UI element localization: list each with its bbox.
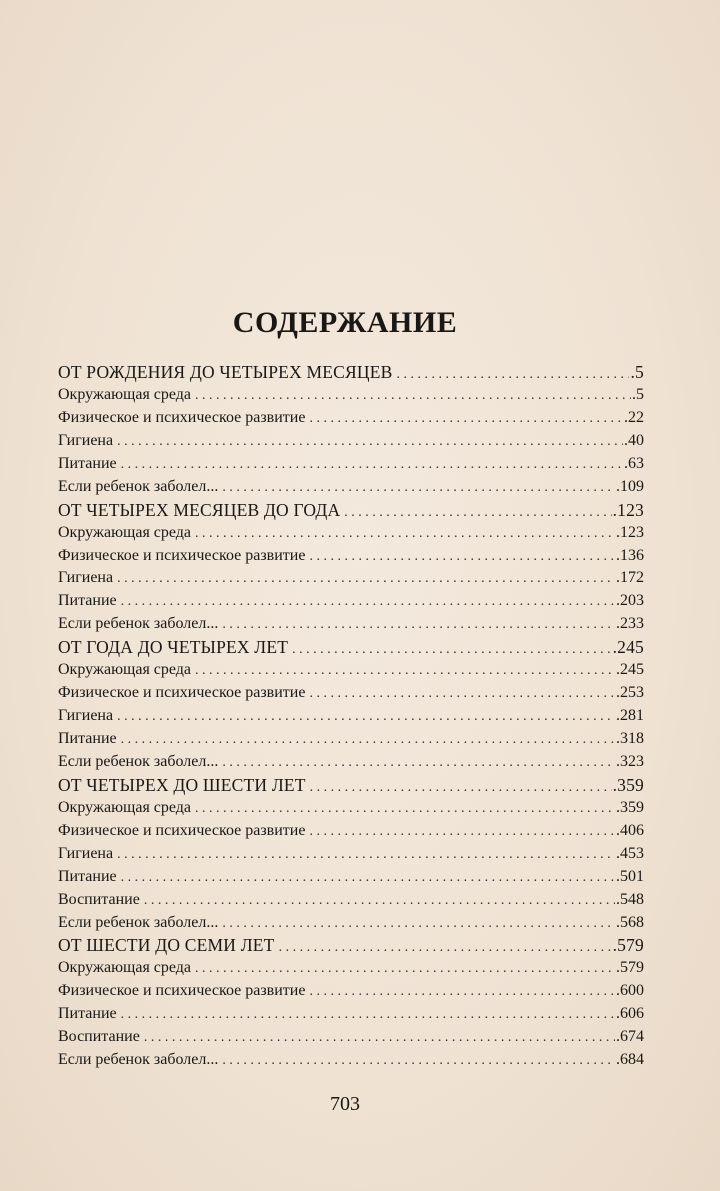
toc-entry-page: .203 <box>616 592 644 610</box>
toc-entry-label: Физическое и психическое развитие <box>58 982 306 1000</box>
toc-entry <box>58 797 644 820</box>
toc-entry-page: .406 <box>616 821 644 839</box>
dot-leader <box>117 706 615 729</box>
toc-entry-page: .281 <box>616 707 644 725</box>
toc-entry-page: .5 <box>630 362 644 382</box>
toc-entry <box>58 682 644 705</box>
toc-entry-page: .600 <box>616 982 644 1000</box>
toc-entry-page: .245 <box>616 661 644 679</box>
toc-entry-label: Если ребенок заболел... <box>58 1051 219 1069</box>
toc-entry <box>58 912 644 935</box>
toc-entry-label: Окружающая среда <box>58 385 192 403</box>
toc-entry <box>58 659 644 682</box>
toc-entry <box>58 866 644 889</box>
toc-entry-label: Гигиена <box>58 844 114 862</box>
toc-entry <box>58 476 644 499</box>
toc-entry-label: Физическое и психическое развитие <box>58 684 306 702</box>
toc-entry-label: Воспитание <box>58 1028 140 1046</box>
toc-entry <box>58 820 644 843</box>
toc-entry-page: .5 <box>632 385 644 403</box>
toc-entry <box>58 453 644 476</box>
toc-entry <box>58 1049 644 1072</box>
toc-entry-label: ОТ ШЕСТИ ДО СЕМИ ЛЕТ <box>58 935 275 956</box>
toc-entry <box>58 613 644 636</box>
toc-entry <box>58 843 644 866</box>
dot-leader <box>222 752 615 775</box>
toc-entry-page: .136 <box>616 546 644 564</box>
toc-entry-label: Питание <box>58 592 117 610</box>
toc-entry-page: .253 <box>616 684 644 702</box>
toc-entry-page: .22 <box>624 408 644 426</box>
dot-leader <box>121 867 615 890</box>
dot-leader <box>222 1050 615 1073</box>
toc-entry-label: Питание <box>58 730 117 747</box>
toc-entry-page: .359 <box>616 798 644 816</box>
dot-leader <box>195 958 615 981</box>
toc-section-entry <box>58 774 644 797</box>
dot-leader <box>144 1027 615 1050</box>
toc-entry-page: .123 <box>612 499 644 520</box>
toc-entry-page: .568 <box>616 913 644 931</box>
toc-entry-label: Гигиена <box>58 569 114 587</box>
toc-entry-page: .233 <box>616 615 644 633</box>
toc-entry-label: Если ребенок заболел... <box>58 615 219 633</box>
toc-entry <box>58 1003 644 1026</box>
dot-leader <box>222 913 615 936</box>
dot-leader <box>396 364 629 387</box>
dot-leader <box>309 821 615 844</box>
toc-entry <box>58 705 644 728</box>
toc-entry-label: Окружающая среда <box>58 798 192 816</box>
toc-entry-page: .453 <box>616 844 644 862</box>
toc-entry-label: Питание <box>58 1005 117 1023</box>
dot-leader <box>310 777 612 800</box>
toc-entry-page: .123 <box>616 523 644 541</box>
toc-section-entry <box>58 361 644 384</box>
dot-leader <box>309 546 615 569</box>
toc-entry-page: .579 <box>616 959 644 977</box>
toc-entry <box>58 957 644 980</box>
toc-entry <box>58 430 644 453</box>
dot-leader <box>121 1004 615 1027</box>
dot-leader <box>195 523 615 546</box>
toc-entry <box>58 522 644 545</box>
toc-entry-label: ОТ ЧЕТЫРЕХ ДО ШЕСТИ ЛЕТ <box>58 774 306 795</box>
toc-entry-label: ОТ ГОДА ДО ЧЕТЫРЕХ ЛЕТ <box>58 637 289 658</box>
page-title: СОДЕРЖАНИЕ <box>232 306 458 339</box>
toc-entry-page: .674 <box>616 1028 644 1046</box>
toc-section-entry <box>58 934 644 957</box>
dot-leader <box>195 798 615 821</box>
toc-section-entry <box>58 636 644 659</box>
toc-entry-label: Физическое и психическое развитие <box>58 408 306 426</box>
toc-entry-label: Питание <box>58 867 117 885</box>
toc-entry-page: .109 <box>616 477 644 495</box>
toc-entry-page: .501 <box>616 867 644 885</box>
toc-entry-page: .245 <box>612 637 644 658</box>
toc-entry <box>58 1026 644 1049</box>
table-of-contents <box>58 361 644 1072</box>
toc-entry <box>58 751 644 774</box>
toc-entry <box>58 384 644 407</box>
toc-section-entry <box>58 499 644 522</box>
toc-entry-label: Воспитание <box>58 890 140 908</box>
toc-entry-label: Окружающая среда <box>58 959 192 977</box>
toc-entry-label: Физическое и психическое развитие <box>58 821 306 839</box>
toc-entry-label: Гигиена <box>58 707 114 725</box>
toc-entry-page: .684 <box>616 1051 644 1069</box>
toc-entry-label: Если ребенок заболел... <box>58 913 219 931</box>
dot-leader <box>144 890 615 913</box>
toc-entry-label: Окружающая среда <box>58 661 192 679</box>
toc-entry-label: ОТ ЧЕТЫРЕХ МЕСЯЦЕВ ДО ГОДА <box>58 499 341 520</box>
toc-entry-page: .548 <box>616 890 644 908</box>
toc-entry <box>58 567 644 590</box>
toc-entry-page: .172 <box>616 569 644 587</box>
dot-leader <box>222 477 615 500</box>
dot-leader <box>195 385 631 408</box>
dot-leader <box>117 431 623 454</box>
toc-entry-page: .318 <box>616 730 644 747</box>
dot-leader <box>309 408 623 431</box>
dot-leader <box>292 639 611 662</box>
toc-entry <box>58 407 644 430</box>
dot-leader <box>195 660 615 683</box>
dot-leader <box>222 614 615 637</box>
dot-leader <box>309 981 615 1004</box>
toc-entry-label: ОТ РОЖДЕНИЯ ДО ЧЕТЫРЕХ МЕСЯЦЕВ <box>58 362 393 382</box>
toc-entry-label: Питание <box>58 454 117 472</box>
page-number: 703 <box>330 1093 360 1115</box>
toc-entry-page: .323 <box>616 752 644 770</box>
toc-entry <box>58 590 644 613</box>
toc-entry-label: Окружающая среда <box>58 523 192 541</box>
toc-entry-page: .63 <box>624 454 644 472</box>
dot-leader <box>309 683 615 706</box>
toc-entry <box>58 980 644 1003</box>
toc-entry-label: Если ребенок заболел... <box>58 477 219 495</box>
toc-entry-page: .606 <box>616 1005 644 1023</box>
toc-entry <box>58 545 644 568</box>
dot-leader <box>121 591 615 614</box>
dot-leader <box>121 454 623 477</box>
toc-entry-page: .359 <box>612 774 644 795</box>
dot-leader <box>117 844 615 867</box>
toc-entry-label: Физическое и психическое развитие <box>58 546 306 564</box>
toc-entry-page: .40 <box>624 431 644 449</box>
toc-entry-label: Если ребенок заболел... <box>58 752 219 770</box>
toc-entry-label: Гигиена <box>58 431 114 449</box>
dot-leader <box>344 502 611 525</box>
dot-leader <box>121 729 615 752</box>
toc-entry <box>58 728 644 751</box>
dot-leader <box>279 937 612 960</box>
toc-entry-page: .579 <box>612 935 644 956</box>
dot-leader <box>117 568 615 591</box>
toc-entry <box>58 889 644 912</box>
